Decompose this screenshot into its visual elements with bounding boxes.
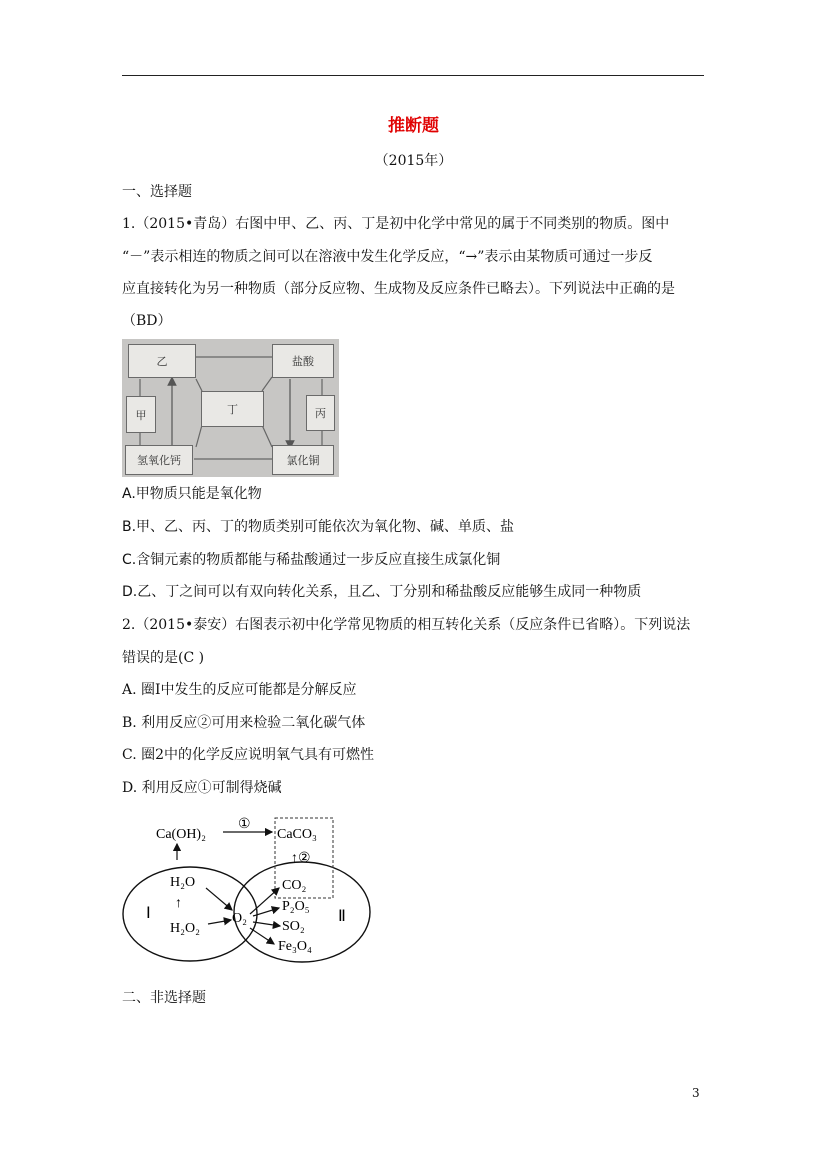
reaction-1-label: ① bbox=[238, 817, 251, 832]
q2-option-c: C. 圈2中的化学反应说明氧气具有可燃性 bbox=[122, 747, 375, 763]
q2-diagram bbox=[120, 804, 380, 974]
q2-option-a: A. 圈Ⅰ中发生的反应可能都是分解反应 bbox=[122, 682, 357, 698]
q2-line-1: 2.（2015•泰安）右图表示初中化学常见物质的相互转化关系（反应条件已省略）。下列说法 bbox=[122, 617, 691, 633]
page-title: 推断题 bbox=[388, 116, 439, 136]
q1-line-1: 1.（2015•青岛）右图中甲、乙、丙、丁是初中化学中常见的属于不同类别的物质。图中 bbox=[122, 216, 670, 232]
q1-diagram bbox=[122, 339, 339, 477]
page-number: 3 bbox=[692, 1086, 700, 1100]
q1-line-4: （BD） bbox=[122, 313, 172, 329]
up-arrow-icon: ↑ bbox=[175, 896, 182, 911]
ca-oh-2-label: Ca(OH)₂ bbox=[156, 827, 206, 842]
circle-two-label: Ⅱ bbox=[338, 908, 346, 925]
q1-option-c: C.含铜元素的物质都能与稀盐酸通过一步反应直接生成氯化铜 bbox=[122, 552, 501, 568]
node-calcium-hydroxide: 氢氧化钙 bbox=[125, 445, 193, 475]
o2-label: O₂ bbox=[232, 911, 247, 926]
q2-diagram-svg bbox=[120, 804, 380, 974]
section-heading-non-choice: 二、非选择题 bbox=[122, 990, 206, 1006]
h2o-label: H₂O bbox=[170, 875, 196, 890]
h2o2-label: H₂O₂ bbox=[170, 921, 200, 936]
so2-label: SO₂ bbox=[282, 919, 305, 934]
section-heading-choice: 一、选择题 bbox=[122, 184, 192, 200]
fe3o4-label: Fe₃O₄ bbox=[278, 939, 312, 954]
q2-line-2: 错误的是(C ) bbox=[122, 650, 205, 666]
caco3-label: CaCO₃ bbox=[277, 827, 317, 842]
page-year: （2015年） bbox=[374, 153, 453, 169]
q1-line-2: “－”表示相连的物质之间可以在溶液中发生化学反应，“→”表示由某物质可通过一步反 bbox=[122, 249, 653, 265]
header-rule bbox=[122, 75, 704, 76]
node-yi: 乙 bbox=[128, 344, 196, 378]
reaction-2-label: ↑② bbox=[291, 851, 311, 866]
node-copper-chloride: 氯化铜 bbox=[272, 445, 334, 475]
q1-option-a: A.甲物质只能是氧化物 bbox=[122, 486, 262, 502]
q1-option-d: D.乙、丁之间可以有双向转化关系，且乙、丁分别和稀盐酸反应能够生成同一种物质 bbox=[122, 584, 642, 600]
p2o5-label: P₂O₅ bbox=[282, 899, 310, 914]
circle-one-label: Ⅰ bbox=[146, 905, 151, 922]
node-jia: 甲 bbox=[126, 396, 156, 433]
q2-option-b: B. 利用反应②可用来检验二氧化碳气体 bbox=[122, 715, 366, 731]
node-hydrochloric-acid: 盐酸 bbox=[272, 344, 334, 378]
q1-option-b: B.甲、乙、丙、丁的物质类别可能依次为氧化物、碱、单质、盐 bbox=[122, 519, 515, 535]
co2-label: CO₂ bbox=[282, 878, 307, 893]
node-ding: 丁 bbox=[201, 391, 264, 427]
q2-option-d: D. 利用反应①可制得烧碱 bbox=[122, 780, 282, 796]
node-bing: 丙 bbox=[306, 395, 335, 431]
q1-line-3: 应直接转化为另一种物质（部分反应物、生成物及反应条件已略去）。下列说法中正确的是 bbox=[122, 281, 675, 297]
